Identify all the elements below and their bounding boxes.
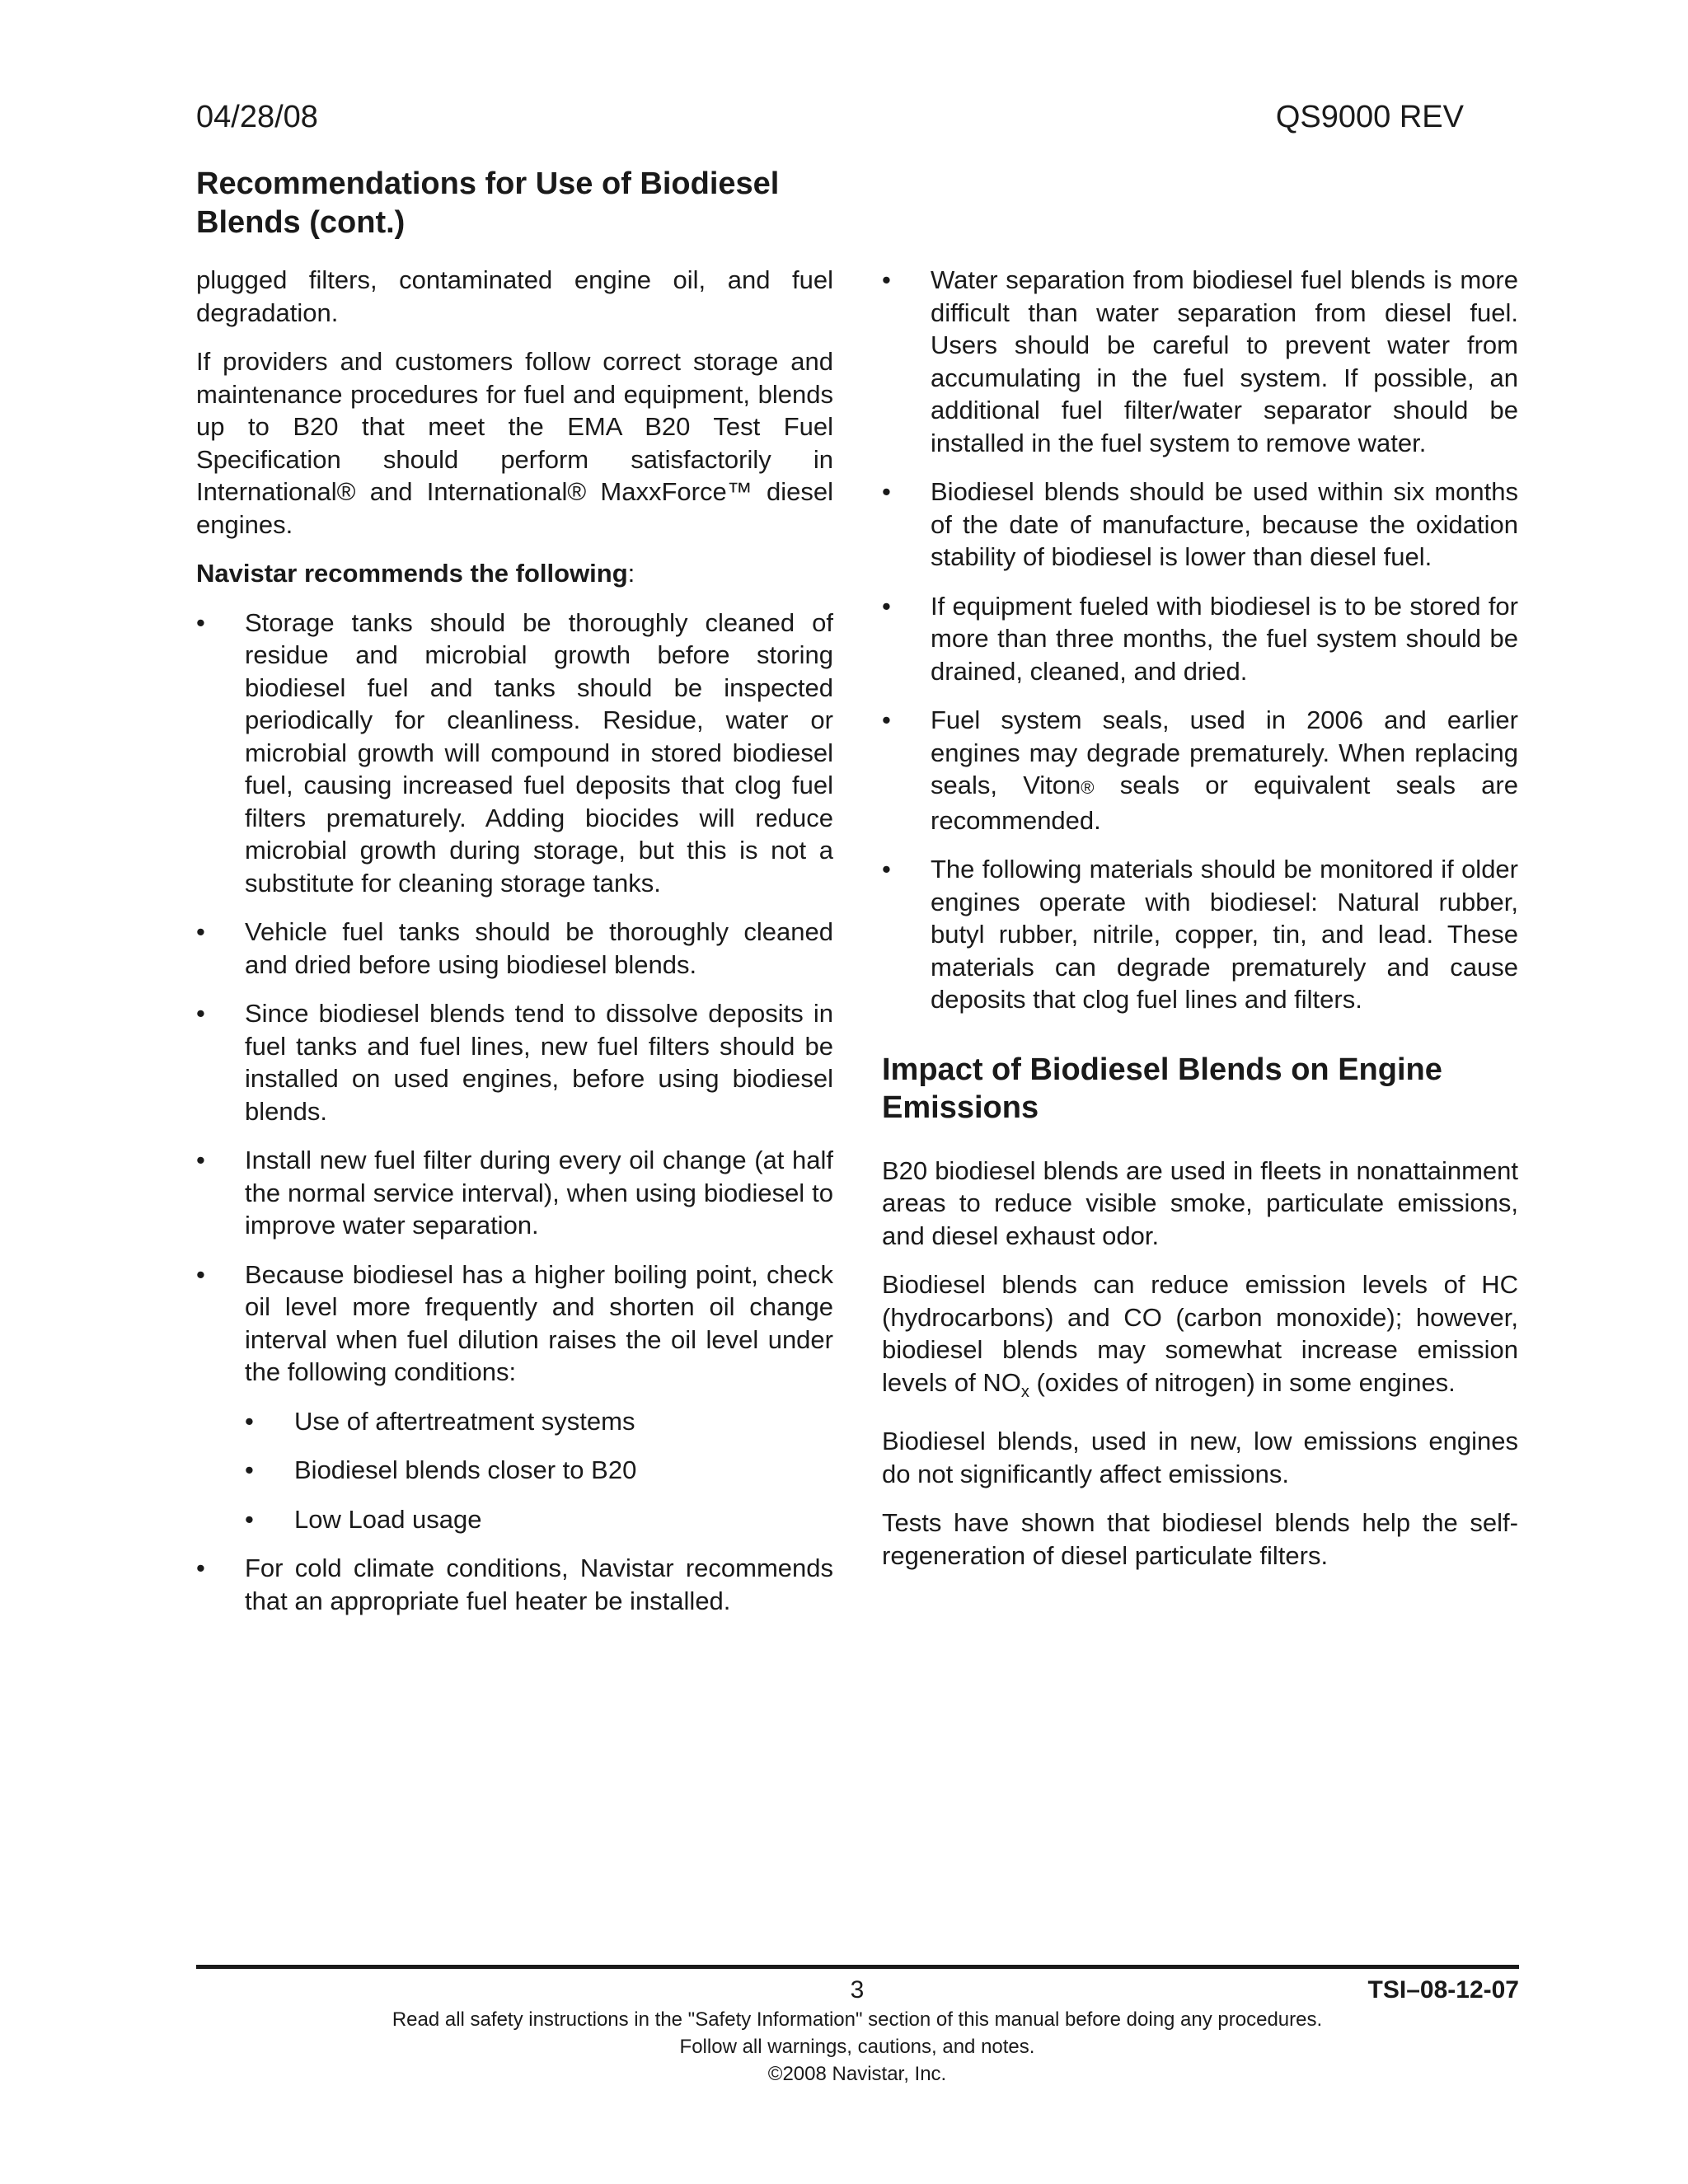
header-date: 04/28/08 <box>196 100 318 134</box>
subscript-x: x <box>1020 1382 1029 1401</box>
page-title: Recommendations for Use of Biodiesel Blends (cont.) <box>196 166 780 240</box>
paragraph-text-end: (oxides of nitrogen) in some engines. <box>1029 1367 1456 1397</box>
list-item: • If equipment fueled with biodiesel is to be stored for more than three months, the fuel system should be drained, cleaned, and dried. <box>882 590 1518 688</box>
paragraph: If providers and customers follow correct storage and maintenance procedures for fuel and equipment, blends up to B20 that meet the EMA B20 Test Fuel Specification should perform satisfactorily in International® and International® MaxxForce™ diesel engines. <box>196 347 833 539</box>
list-item <box>882 704 1518 837</box>
list-item <box>196 1258 833 1536</box>
sub-list-item: • Biodiesel blends closer to B20 <box>245 1454 833 1487</box>
list-item-text: Because biodiesel has a higher boiling point, check oil level more frequently and shorten oil change interval when fuel dilution raises the oil level under the following conditions: <box>245 1259 833 1386</box>
header-doc-ref: QS9000 REV <box>1275 100 1464 134</box>
right-column <box>882 264 1518 1588</box>
sub-list-item: • Use of aftertreatment systems <box>245 1405 833 1438</box>
sub-list-item: • Low Load usage <box>245 1503 833 1536</box>
seals-text-end: seals or equivalent seals are recommended. <box>931 771 1518 835</box>
paragraph-text-start: Biodiesel blends can reduce emission levels of HC (hydrocarbons) and CO (carbon monoxide); however, biodiesel blends may somewhat increase emission levels of NO <box>882 1270 1518 1397</box>
recommendations-list <box>196 607 833 1618</box>
paragraph: B20 biodiesel blends are used in fleets in nonattainment areas to reduce visible smoke, particulate emissions, and diesel exhaust odor. <box>882 1155 1518 1250</box>
footer-rule <box>196 1965 1519 1969</box>
paragraph <box>882 1268 1518 1408</box>
page-number: 3 <box>850 1976 865 2004</box>
list-item: • Storage tanks should be thoroughly cleaned of residue and microbial growth before storing biodiesel fuel and tanks should be inspected periodically for cleanliness. Residue, water or microbial growth will compound in stored biodiesel fuel, causing increased fuel deposits that clog fuel filters prematurely. Adding biocides will reduce microbial growth during storage, but this is not a substitute for cleaning storage tanks. <box>196 607 833 900</box>
list-item: • Vehicle fuel tanks should be thoroughly cleaned and dried before using biodiesel blends. <box>196 916 833 981</box>
seals-text-start: Fuel system seals, used in 2006 and earlier engines may degrade prematurely. When replacing seals, Viton <box>931 705 1518 799</box>
list-item: • Biodiesel blends should be used within six months of the date of manufacture, because the oxidation stability of biodiesel is lower than diesel fuel. <box>882 476 1518 574</box>
section-heading: Impact of Biodiesel Blends on Engine Emissions <box>882 1052 1442 1125</box>
recommendations-lead <box>196 557 833 590</box>
conditions-list <box>245 1405 833 1536</box>
paragraph: Tests have shown that biodiesel blends help the self-regeneration of diesel particulate filters. <box>882 1508 1518 1570</box>
list-item: • Since biodiesel blends tend to dissolve deposits in fuel tanks and fuel lines, new fuel filters should be installed on used engines, before using biodiesel blends. <box>196 997 833 1127</box>
document-id: TSI–08-12-07 <box>1367 1976 1519 2004</box>
left-column <box>196 264 833 1633</box>
footer-copyright: ©2008 Navistar, Inc. <box>767 2063 947 2085</box>
list-item: • The following materials should be monitored if older engines operate with biodiesel: Natural rubber, butyl rubber, nitrile, copper, tin, and lead. These materials can degrade prematurely and cause deposits that clog fuel lines and filters. <box>882 853 1518 1016</box>
list-item: • Water separation from biodiesel fuel blends is more difficult than water separation from diesel fuel. Users should be careful to prevent water from accumulating in the fuel system. If possible, an additional fuel filter/water separator should be installed in the fuel system to remove water. <box>882 264 1518 459</box>
list-item: • Install new fuel filter during every oil change (at half the normal service interval), when using biodiesel to improve water separation. <box>196 1144 833 1242</box>
footer-safety-note: Read all safety instructions in the "Safety Information" section of this manual before doing any procedures. <box>392 2008 1323 2031</box>
paragraph: plugged filters, contaminated engine oil, and fuel degradation. <box>196 265 833 327</box>
footer-warnings-note: Follow all warnings, cautions, and notes. <box>679 2036 1035 2058</box>
registered-mark: ® <box>1081 777 1095 798</box>
lead-colon: : <box>627 559 635 588</box>
lead-text: Navistar recommends the following <box>196 559 628 588</box>
list-item: • For cold climate conditions, Navistar recommends that an appropriate fuel heater be installed. <box>196 1552 833 1617</box>
recommendations-list-continued <box>882 264 1518 1016</box>
paragraph: Biodiesel blends, used in new, low emissions engines do not significantly affect emissions. <box>882 1427 1518 1488</box>
